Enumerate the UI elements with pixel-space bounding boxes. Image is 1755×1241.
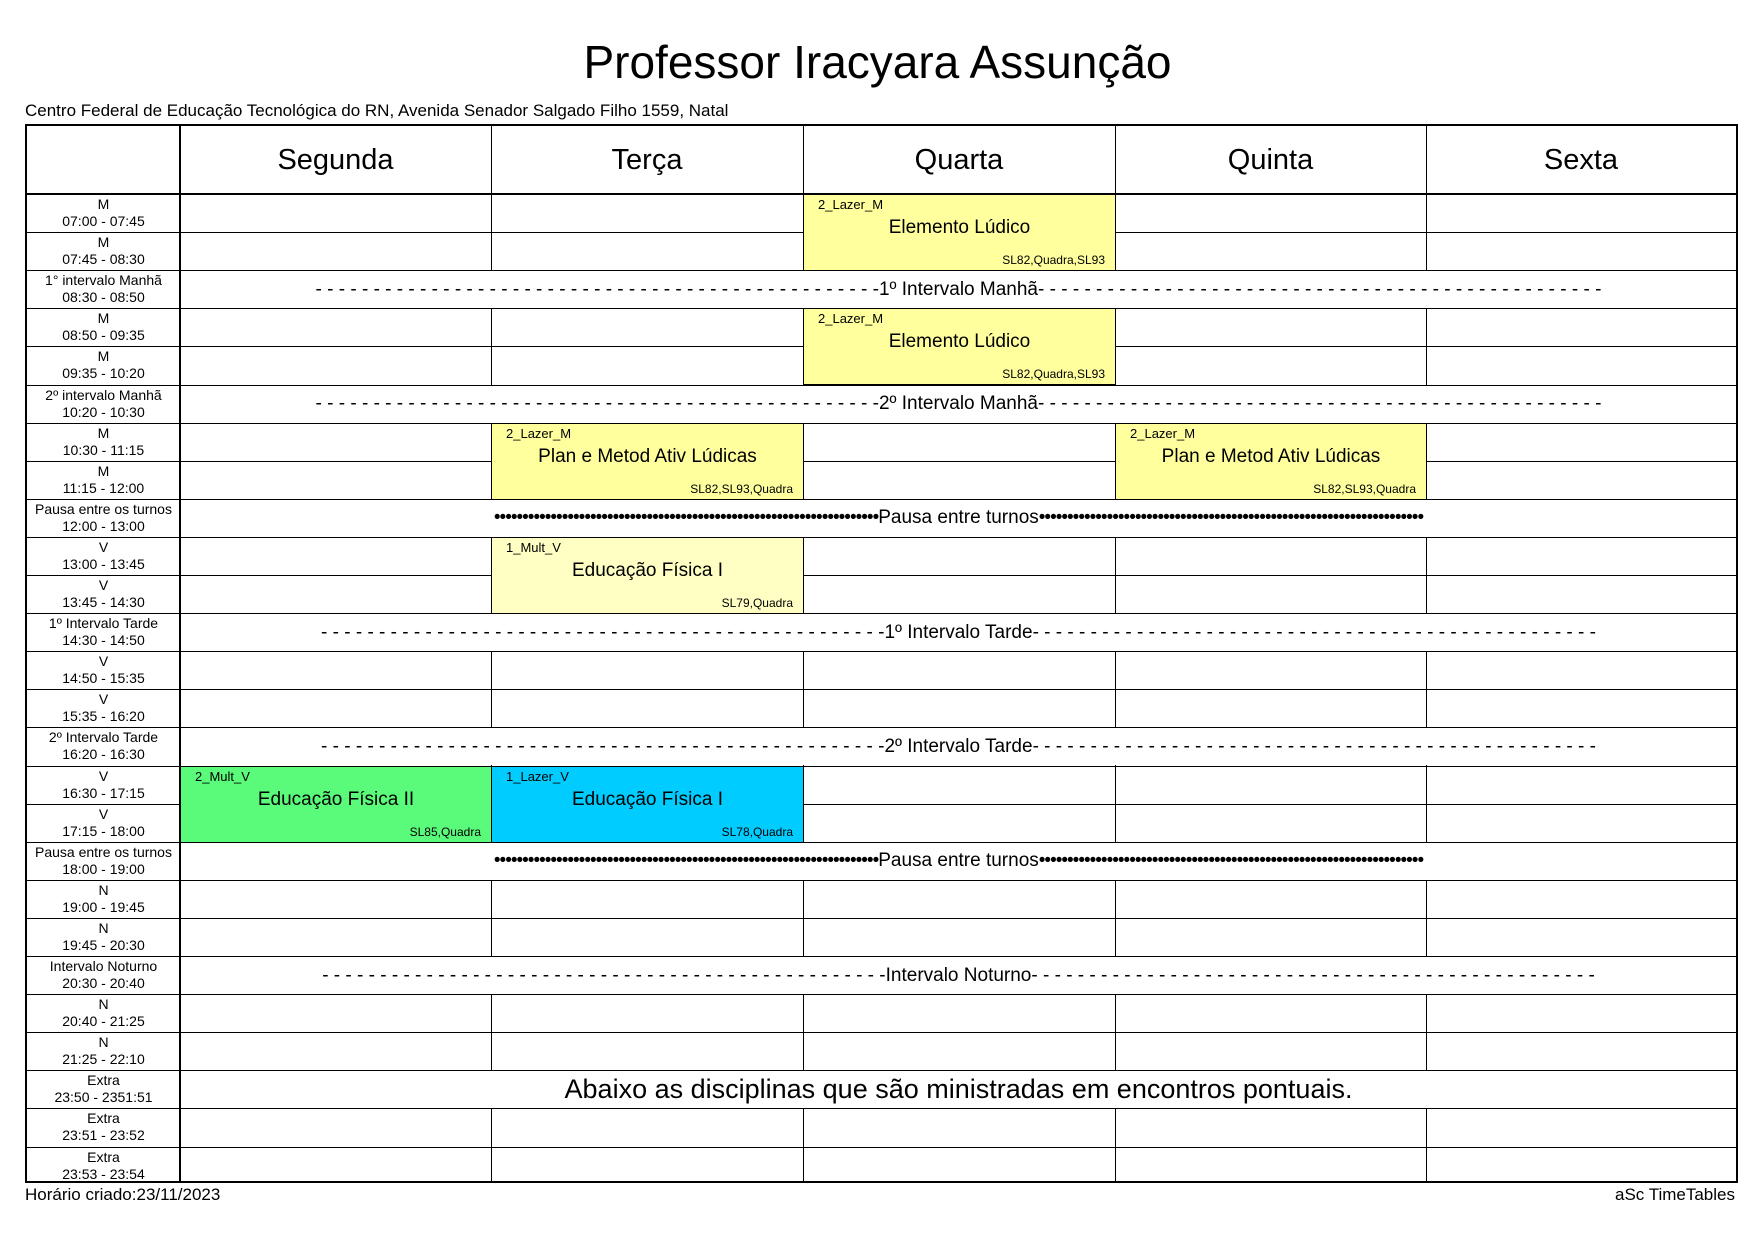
lesson-card[interactable] (803, 194, 1116, 271)
band-decoration: - - - - - - - - - - - - - - - - - - - - - - - - - - - - - - - - - - - - - - - - - - - - - - - - - (1032, 621, 1596, 643)
period-label (27, 1032, 180, 1070)
period-label (27, 1108, 180, 1146)
period-time: 23:50 - 2351:51 (54, 1089, 153, 1106)
period-name: N (98, 1034, 109, 1051)
period-label (27, 880, 180, 918)
period-time: 08:30 - 08:50 (62, 289, 145, 306)
period-name: Pausa entre os turnos (35, 843, 172, 860)
period-time: 20:40 - 21:25 (62, 1013, 145, 1030)
period-time: 11:15 - 12:00 (62, 479, 145, 496)
lesson-rooms: SL78,Quadra (721, 824, 793, 839)
period-label (27, 308, 180, 346)
period-name: Extra (87, 1148, 120, 1165)
period-time: 18:00 - 19:00 (62, 860, 145, 877)
break-label: Pausa entre turnos (878, 507, 1039, 529)
break-band (181, 843, 1736, 880)
period-label (27, 1147, 180, 1185)
row-divider (27, 880, 1736, 881)
period-time: 13:45 - 14:30 (62, 594, 145, 611)
break-band (181, 386, 1736, 423)
lesson-group: 1_Mult_V (506, 539, 561, 555)
band-decoration: - - - - - - - - - - - - - - - - - - - - - - - - - - - - - - - - - - - - - - - - - - - - - - - - - (1032, 735, 1596, 757)
lesson-rooms: SL82,SL93,Quadra (690, 481, 793, 496)
period-label (27, 423, 180, 461)
period-label (27, 918, 180, 956)
period-time: 16:20 - 16:30 (62, 746, 145, 763)
row-divider (27, 651, 1736, 652)
period-label (27, 956, 180, 994)
period-time: 08:50 - 09:35 (62, 327, 145, 344)
period-name: M (97, 196, 110, 213)
period-time: 16:30 - 17:15 (62, 784, 145, 801)
period-time: 14:30 - 14:50 (62, 632, 145, 649)
day-header-5: Sexta (1543, 143, 1619, 176)
period-time: 19:45 - 20:30 (62, 936, 145, 953)
period-label (27, 194, 180, 232)
period-name: 1º Intervalo Tarde (48, 615, 159, 632)
band-decoration: - - - - - - - - - - - - - - - - - - - - - - - - - - - - - - - - - - - - - - - - - - - - - - - - - (315, 393, 879, 415)
row-divider (27, 918, 1736, 919)
band-decoration: - - - - - - - - - - - - - - - - - - - - - - - - - - - - - - - - - - - - - - - - - - - - - - - - - (1038, 278, 1602, 300)
period-time: 14:50 - 15:35 (62, 670, 145, 687)
period-name: 2º intervalo Manhã (45, 386, 162, 403)
band-decoration: - - - - - - - - - - - - - - - - - - - - - - - - - - - - - - - - - - - - - - - - - - - - - - - - - (1038, 393, 1602, 415)
period-label (27, 232, 180, 270)
band-decoration: - - - - - - - - - - - - - - - - - - - - - - - - - - - - - - - - - - - - - - - - - - - - - - - - - (322, 964, 886, 986)
lesson-group: 2_Lazer_M (818, 311, 884, 327)
lesson-rooms: SL82,SL93,Quadra (1313, 481, 1416, 496)
lesson-rooms: SL82,Quadra,SL93 (1002, 367, 1105, 382)
lesson-group: 1_Lazer_V (506, 768, 569, 784)
lesson-group: 2_Mult_V (195, 768, 250, 784)
lesson-subject: Educação Física II (257, 788, 415, 810)
period-time: 12:00 - 13:00 (62, 517, 145, 534)
period-label (27, 804, 180, 842)
period-name: V (98, 805, 109, 822)
break-band (181, 957, 1736, 994)
break-band (181, 728, 1736, 765)
band-decoration: - - - - - - - - - - - - - - - - - - - - - - - - - - - - - - - - - - - - - - - - - - - - - - - - - (321, 621, 885, 643)
lesson-group: 2_Lazer_M (818, 197, 884, 212)
row-divider (27, 575, 1736, 576)
period-time: 10:20 - 10:30 (62, 403, 145, 420)
day-header-3: Quarta (914, 143, 1004, 176)
lesson-card[interactable] (491, 537, 804, 614)
lesson-subject: Elemento Lúdico (888, 217, 1031, 238)
break-label: Intervalo Noturno (885, 964, 1032, 986)
row-divider (27, 537, 1736, 538)
period-label (27, 461, 180, 499)
page-title: Professor Iracyara Assunção (583, 36, 1172, 88)
lesson-card[interactable] (1115, 423, 1427, 500)
period-name: Pausa entre os turnos (35, 500, 172, 517)
row-divider (27, 689, 1736, 690)
break-label: 2º Intervalo Manhã (878, 393, 1039, 415)
period-label (27, 727, 180, 765)
period-time: 07:00 - 07:45 (62, 213, 145, 230)
row-divider (27, 461, 1736, 462)
period-time: 21:25 - 22:10 (62, 1051, 145, 1068)
break-band (181, 1071, 1736, 1108)
school-address: Centro Federal de Educação Tecnológica do RN, Avenida Senador Salgado Filho 1559, Natal (25, 101, 729, 120)
period-name: V (98, 577, 109, 594)
period-name: 1° intervalo Manhã (45, 272, 162, 289)
break-band (181, 271, 1736, 308)
lesson-card[interactable] (491, 423, 804, 500)
band-decoration: - - - - - - - - - - - - - - - - - - - - - - - - - - - - - - - - - - - - - - - - - - - - - - - - - (1031, 964, 1595, 986)
break-label: Pausa entre turnos (878, 850, 1039, 872)
period-time: 15:35 - 16:20 (62, 708, 145, 725)
lesson-card[interactable] (491, 766, 804, 843)
period-name: V (98, 767, 109, 784)
lesson-subject: Plan e Metod Ativ Lúdicas (1161, 445, 1381, 467)
lesson-rooms: SL79,Quadra (721, 596, 793, 611)
lesson-group: 2_Lazer_M (506, 425, 572, 441)
break-label: 1º Intervalo Manhã (878, 278, 1039, 300)
period-time: 07:45 - 08:30 (62, 251, 145, 268)
band-decoration: •••••••••••••••••••••••••••••••••••••••••••••••••••••••••••••••••••• (1038, 507, 1424, 529)
row-divider (27, 1032, 1736, 1033)
period-name: V (98, 653, 109, 670)
period-name: Extra (87, 1072, 120, 1089)
row-divider (27, 1108, 1736, 1109)
period-name: Extra (87, 1110, 120, 1127)
period-time: 23:51 - 23:52 (62, 1127, 145, 1144)
row-divider (27, 1147, 1736, 1148)
day-header-1: Segunda (277, 143, 394, 176)
lesson-card[interactable] (803, 308, 1116, 385)
break-label: Abaixo as disciplinas que são ministradas em encontros pontuais. (564, 1074, 1353, 1105)
break-label: 1º Intervalo Tarde (884, 621, 1033, 643)
period-label (27, 651, 180, 689)
break-label: 2º Intervalo Tarde (884, 735, 1033, 757)
day-header-2: Terça (611, 143, 683, 176)
period-time: 19:00 - 19:45 (62, 898, 145, 915)
period-label (27, 346, 180, 384)
period-name: 2º Intervalo Tarde (48, 729, 159, 746)
day-header-4: Quinta (1227, 143, 1314, 176)
period-name: M (97, 348, 110, 365)
period-label (27, 1070, 180, 1108)
lesson-subject: Elemento Lúdico (888, 331, 1031, 353)
period-label (27, 994, 180, 1032)
period-label (27, 689, 180, 727)
period-name: N (98, 919, 109, 936)
period-name: Intervalo Noturno (49, 958, 158, 975)
break-band (181, 500, 1736, 537)
period-name: M (97, 234, 110, 251)
period-label (27, 613, 180, 651)
period-label (27, 385, 180, 423)
band-decoration: •••••••••••••••••••••••••••••••••••••••••••••••••••••••••••••••••••• (493, 507, 879, 529)
band-decoration: •••••••••••••••••••••••••••••••••••••••••••••••••••••••••••••••••••• (1038, 850, 1424, 872)
lesson-subject: Plan e Metod Ativ Lúdicas (538, 445, 757, 467)
period-label (27, 842, 180, 880)
band-decoration: - - - - - - - - - - - - - - - - - - - - - - - - - - - - - - - - - - - - - - - - - - - - - - - - - (321, 735, 885, 757)
row-divider (27, 423, 1736, 424)
period-time: 13:00 - 13:45 (62, 555, 145, 572)
period-label (27, 766, 180, 804)
period-name: M (97, 310, 110, 327)
period-name: M (97, 424, 110, 441)
period-label (27, 270, 180, 308)
created-date: Horário criado:23/11/2023 (25, 1185, 221, 1204)
lesson-group: 2_Lazer_M (1130, 425, 1196, 441)
lesson-card[interactable] (180, 766, 492, 843)
period-time: 10:30 - 11:15 (62, 441, 145, 458)
row-divider (27, 994, 1736, 995)
band-decoration: - - - - - - - - - - - - - - - - - - - - - - - - - - - - - - - - - - - - - - - - - - - - - - - - - (315, 278, 879, 300)
break-band (181, 614, 1736, 651)
period-name: V (98, 691, 109, 708)
lesson-subject: Educação Física I (571, 559, 724, 581)
period-name: M (97, 462, 110, 479)
lesson-rooms: SL82,Quadra,SL93 (1002, 253, 1105, 268)
period-name: N (98, 881, 109, 898)
lesson-subject: Educação Física I (571, 788, 724, 810)
period-label (27, 537, 180, 575)
period-label (27, 575, 180, 613)
lesson-rooms: SL85,Quadra (409, 824, 481, 839)
brand-label: aSc TimeTables (1615, 1185, 1735, 1204)
period-time: 17:15 - 18:00 (62, 822, 145, 839)
period-time: 20:30 - 20:40 (62, 975, 145, 992)
period-name: V (98, 538, 109, 555)
period-time: 23:53 - 23:54 (62, 1165, 145, 1182)
period-time: 09:35 - 10:20 (62, 365, 145, 382)
period-name: N (98, 996, 109, 1013)
band-decoration: •••••••••••••••••••••••••••••••••••••••••••••••••••••••••••••••••••• (493, 850, 879, 872)
period-label (27, 499, 180, 537)
timetable-grid (25, 124, 1738, 1183)
